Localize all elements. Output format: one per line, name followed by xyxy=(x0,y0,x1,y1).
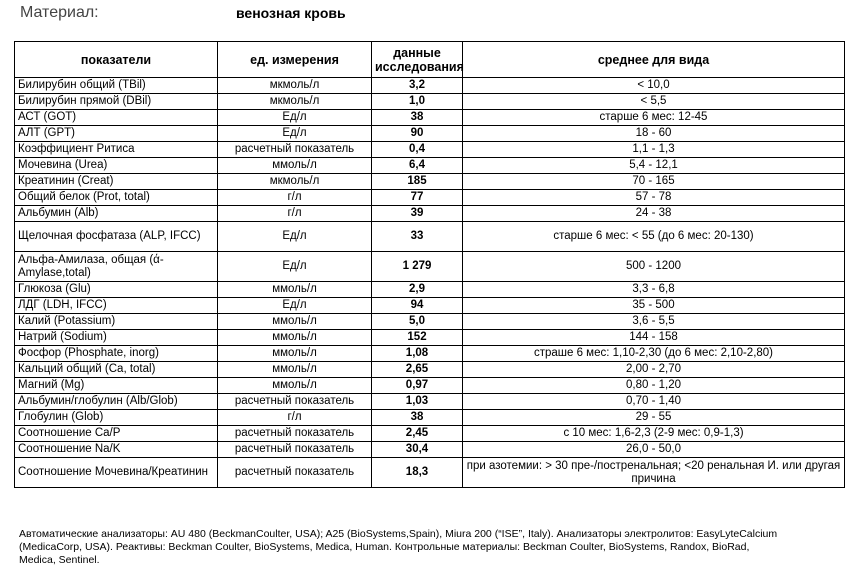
reference-range-cell: старше 6 мес: 12-45 xyxy=(463,110,845,126)
reference-range-cell: 26,0 - 50,0 xyxy=(463,442,845,458)
unit-cell: расчетный показатель xyxy=(218,458,372,488)
parameter-name-cell: Коэффициент Ритиса xyxy=(15,142,218,158)
unit-cell: расчетный показатель xyxy=(218,442,372,458)
parameter-name-cell: Креатинин (Creat) xyxy=(15,174,218,190)
unit-cell: ммоль/л xyxy=(218,282,372,298)
table-row xyxy=(15,282,845,298)
unit-cell: ммоль/л xyxy=(218,158,372,174)
result-value-cell: 0,97 xyxy=(372,378,463,394)
parameter-name-cell: Глюкоза (Glu) xyxy=(15,282,218,298)
result-value-cell: 5,0 xyxy=(372,314,463,330)
result-value-cell: 30,4 xyxy=(372,442,463,458)
result-value-cell: 39 xyxy=(372,206,463,222)
table-row xyxy=(15,206,845,222)
footer-line: Medica, Sentinel. xyxy=(19,554,100,566)
reference-range-cell: 0,80 - 1,20 xyxy=(463,378,845,394)
footer-line: Автоматические анализаторы: AU 480 (BeckmanCoulter, USA); A25 (BioSystems,Spain), Miura 200 (“ISE”, Italy). Анализаторы электролитов: EasyLyteCalcium xyxy=(19,528,778,540)
parameter-name-cell: Альбумин (Alb) xyxy=(15,206,218,222)
parameter-name-cell: Билирубин общий (TBil) xyxy=(15,78,218,94)
table-body xyxy=(15,78,845,488)
result-value-cell: 1,08 xyxy=(372,346,463,362)
unit-cell: г/л xyxy=(218,190,372,206)
table-row xyxy=(15,410,845,426)
unit-cell: расчетный показатель xyxy=(218,394,372,410)
parameter-name-cell: Фосфор (Phosphate, inorg) xyxy=(15,346,218,362)
table-row xyxy=(15,110,845,126)
unit-cell: расчетный показатель xyxy=(218,142,372,158)
unit-cell: ммоль/л xyxy=(218,314,372,330)
unit-cell: Ед/л xyxy=(218,110,372,126)
unit-cell: мкмоль/л xyxy=(218,78,372,94)
reference-range-cell: 18 - 60 xyxy=(463,126,845,142)
parameter-name-cell: Билирубин прямой (DBil) xyxy=(15,94,218,110)
result-value-cell: 185 xyxy=(372,174,463,190)
table-row xyxy=(15,378,845,394)
result-value-cell: 0,4 xyxy=(372,142,463,158)
parameter-name-cell: Магний (Mg) xyxy=(15,378,218,394)
result-value-cell: 33 xyxy=(372,222,463,252)
unit-cell: Ед/л xyxy=(218,126,372,142)
unit-cell: г/л xyxy=(218,206,372,222)
table-row xyxy=(15,174,845,190)
parameter-name-cell: Щелочная фосфатаза (ALP, IFCC) xyxy=(15,222,218,252)
parameter-name-cell: Общий белок (Prot, total) xyxy=(15,190,218,206)
column-header-value: данные исследования xyxy=(372,42,463,78)
reference-range-cell: при азотемии: > 30 пре-/постренальная; <20 ренальная И. или другая причина xyxy=(463,458,845,488)
table-row xyxy=(15,222,845,252)
reference-range-cell: 2,00 - 2,70 xyxy=(463,362,845,378)
parameter-name-cell: Альбумин/глобулин (Alb/Glob) xyxy=(15,394,218,410)
reference-range-cell: 35 - 500 xyxy=(463,298,845,314)
result-value-cell: 18,3 xyxy=(372,458,463,488)
unit-cell: Ед/л xyxy=(218,298,372,314)
reference-range-cell: 500 - 1200 xyxy=(463,252,845,282)
footer-line: (MedicaCorp, USA). Реактивы: Beckman Coulter, BioSystems, Medica, Human. Контрольные материалы: Beckman Coulter, BioSystems, Randox, BioRad, xyxy=(19,541,750,553)
unit-cell: мкмоль/л xyxy=(218,94,372,110)
result-value-cell: 6,4 xyxy=(372,158,463,174)
unit-cell: ммоль/л xyxy=(218,378,372,394)
table-row xyxy=(15,94,845,110)
reference-range-cell: < 5,5 xyxy=(463,94,845,110)
footer-note xyxy=(19,528,849,567)
table-row xyxy=(15,314,845,330)
parameter-name-cell: АЛТ (GPT) xyxy=(15,126,218,142)
parameter-name-cell: Натрий (Sodium) xyxy=(15,330,218,346)
table-row xyxy=(15,330,845,346)
result-value-cell: 152 xyxy=(372,330,463,346)
parameter-name-cell: Альфа-Амилаза, общая (ά-Amylase,total) xyxy=(15,252,218,282)
result-value-cell: 77 xyxy=(372,190,463,206)
result-value-cell: 2,9 xyxy=(372,282,463,298)
reference-range-cell: 3,6 - 5,5 xyxy=(463,314,845,330)
unit-cell: ммоль/л xyxy=(218,346,372,362)
reference-range-cell: 5,4 - 12,1 xyxy=(463,158,845,174)
reference-range-cell: < 10,0 xyxy=(463,78,845,94)
table-row xyxy=(15,442,845,458)
table-row xyxy=(15,426,845,442)
table-row xyxy=(15,78,845,94)
result-value-cell: 94 xyxy=(372,298,463,314)
reference-range-cell: 29 - 55 xyxy=(463,410,845,426)
reference-range-cell: 0,70 - 1,40 xyxy=(463,394,845,410)
column-header-unit: ед. измерения xyxy=(218,42,372,78)
reference-range-cell: 70 - 165 xyxy=(463,174,845,190)
column-header-reference: среднее для вида xyxy=(463,42,845,78)
reference-range-cell: 144 - 158 xyxy=(463,330,845,346)
result-value-cell: 1 279 xyxy=(372,252,463,282)
result-value-cell: 90 xyxy=(372,126,463,142)
result-value-cell: 2,65 xyxy=(372,362,463,378)
parameter-name-cell: Кальций общий (Ca, total) xyxy=(15,362,218,378)
column-header-parameter: показатели xyxy=(15,42,218,78)
result-value-cell: 2,45 xyxy=(372,426,463,442)
table-header-row xyxy=(15,42,845,78)
unit-cell: ммоль/л xyxy=(218,330,372,346)
reference-range-cell: старше 6 мес: < 55 (до 6 мес: 20-130) xyxy=(463,222,845,252)
result-value-cell: 38 xyxy=(372,110,463,126)
result-value-cell: 1,0 xyxy=(372,94,463,110)
parameter-name-cell: Калий (Potassium) xyxy=(15,314,218,330)
table-row xyxy=(15,346,845,362)
table-row xyxy=(15,362,845,378)
result-value-cell: 1,03 xyxy=(372,394,463,410)
result-value-cell: 38 xyxy=(372,410,463,426)
unit-cell: мкмоль/л xyxy=(218,174,372,190)
reference-range-cell: 57 - 78 xyxy=(463,190,845,206)
table-row xyxy=(15,142,845,158)
unit-cell: расчетный показатель xyxy=(218,426,372,442)
table-row xyxy=(15,458,845,488)
table-row xyxy=(15,158,845,174)
unit-cell: Ед/л xyxy=(218,222,372,252)
parameter-name-cell: АСТ (GOT) xyxy=(15,110,218,126)
reference-range-cell: с 10 мес: 1,6-2,3 (2-9 мес: 0,9-1,3) xyxy=(463,426,845,442)
parameter-name-cell: Соотношение Ca/P xyxy=(15,426,218,442)
material-value: венозная кровь xyxy=(236,5,346,21)
reference-range-cell: страше 6 мес: 1,10-2,30 (до 6 мес: 2,10-2,80) xyxy=(463,346,845,362)
table-row xyxy=(15,394,845,410)
parameter-name-cell: Соотношение Na/K xyxy=(15,442,218,458)
table-row xyxy=(15,298,845,314)
unit-cell: Ед/л xyxy=(218,252,372,282)
unit-cell: г/л xyxy=(218,410,372,426)
reference-range-cell: 1,1 - 1,3 xyxy=(463,142,845,158)
parameter-name-cell: Мочевина (Urea) xyxy=(15,158,218,174)
material-label: Материал: xyxy=(20,4,99,21)
reference-range-cell: 3,3 - 6,8 xyxy=(463,282,845,298)
parameter-name-cell: ЛДГ (LDH, IFCC) xyxy=(15,298,218,314)
parameter-name-cell: Глобулин (Glob) xyxy=(15,410,218,426)
table-row xyxy=(15,190,845,206)
results-table xyxy=(14,41,845,488)
table-row xyxy=(15,252,845,282)
reference-range-cell: 24 - 38 xyxy=(463,206,845,222)
parameter-name-cell: Соотношение Мочевина/Креатинин xyxy=(15,458,218,488)
material-header xyxy=(14,2,844,26)
result-value-cell: 3,2 xyxy=(372,78,463,94)
table-row xyxy=(15,126,845,142)
unit-cell: ммоль/л xyxy=(218,362,372,378)
